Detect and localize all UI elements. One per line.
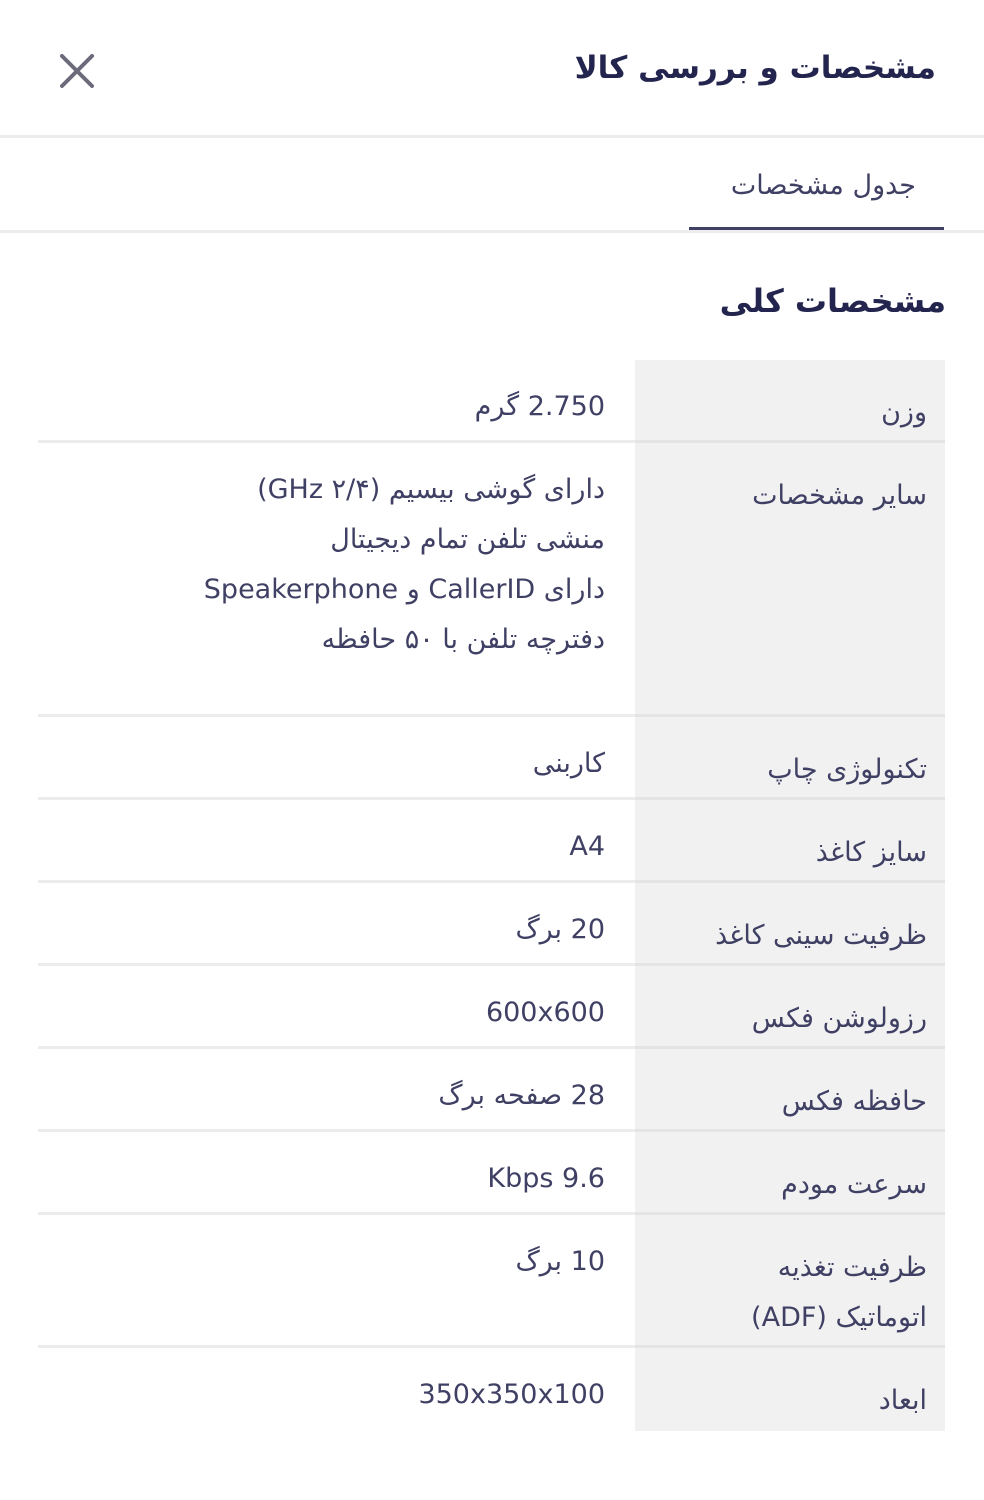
close-icon	[56, 50, 98, 92]
spec-key	[635, 883, 945, 966]
spec-value	[38, 1049, 635, 1132]
spec-key	[635, 1132, 945, 1215]
spec-key	[635, 800, 945, 883]
spec-value-line: دفترچه تلفن با ۵۰ حافظه	[321, 624, 605, 655]
spec-key	[635, 360, 945, 443]
spec-value-line: 2.750 گرم	[474, 391, 605, 422]
spec-key	[635, 443, 945, 717]
spec-row	[38, 883, 945, 966]
spec-value	[38, 717, 635, 800]
spec-key	[635, 1049, 945, 1132]
spec-key	[635, 1215, 945, 1348]
spec-value	[38, 360, 635, 443]
tab-specifications[interactable]	[689, 138, 944, 230]
spec-row	[38, 800, 945, 883]
close-button[interactable]	[56, 50, 98, 92]
spec-row	[38, 360, 945, 443]
spec-value-line: کاربنی	[532, 748, 605, 779]
header	[0, 0, 984, 138]
spec-key-line: ظرفیت تغذیه	[777, 1252, 927, 1283]
spec-value-line: دارای گوشی بیسیم (GHz ۲/۴)	[257, 474, 605, 505]
spec-key-line: ابعاد	[878, 1385, 927, 1416]
spec-key-line: وزن	[881, 397, 927, 428]
spec-row	[38, 966, 945, 1049]
spec-value-line: 28 صفحه برگ	[438, 1080, 605, 1111]
spec-value-line: 350x350x100	[418, 1379, 605, 1410]
spec-value-line: 20 برگ	[515, 914, 605, 945]
spec-value	[38, 883, 635, 966]
spec-key-line: اتوماتیک (ADF)	[751, 1302, 927, 1333]
spec-value-line: 9.6 Kbps	[487, 1163, 605, 1194]
tab-bar	[0, 138, 984, 233]
spec-key	[635, 966, 945, 1049]
spec-value	[38, 800, 635, 883]
spec-row	[38, 1215, 945, 1348]
spec-value	[38, 1132, 635, 1215]
spec-value	[38, 1215, 635, 1348]
tab-label: جدول مشخصات	[730, 170, 916, 201]
spec-key	[635, 1348, 945, 1431]
spec-value-line: 600x600	[485, 997, 605, 1028]
spec-value	[38, 966, 635, 1049]
spec-key-line: ظرفیت سینی کاغذ	[715, 920, 927, 951]
section-title: مشخصات کلی	[719, 282, 946, 320]
spec-key-line: تکنولوژی چاپ	[767, 754, 927, 785]
page-title: مشخصات و بررسی کالا	[574, 50, 936, 86]
spec-value	[38, 443, 635, 717]
spec-value-line: دارای CallerID و Speakerphone	[203, 574, 605, 605]
spec-value-line: A4	[569, 831, 605, 862]
spec-row	[38, 443, 945, 717]
spec-table	[38, 360, 945, 1431]
spec-row	[38, 1348, 945, 1431]
spec-value	[38, 1348, 635, 1431]
spec-value-line: منشی تلفن تمام دیجیتال	[330, 524, 605, 555]
spec-key-line: سرعت مودم	[781, 1169, 927, 1200]
spec-value-line: 10 برگ	[515, 1246, 605, 1277]
spec-key-line: حافظه فکس	[781, 1086, 927, 1117]
spec-key-line: سایر مشخصات	[752, 480, 927, 511]
spec-key-line: سایز کاغذ	[815, 837, 927, 868]
spec-key	[635, 717, 945, 800]
spec-row	[38, 717, 945, 800]
spec-row	[38, 1132, 945, 1215]
spec-row	[38, 1049, 945, 1132]
spec-key-line: رزولوشن فکس	[751, 1003, 927, 1034]
